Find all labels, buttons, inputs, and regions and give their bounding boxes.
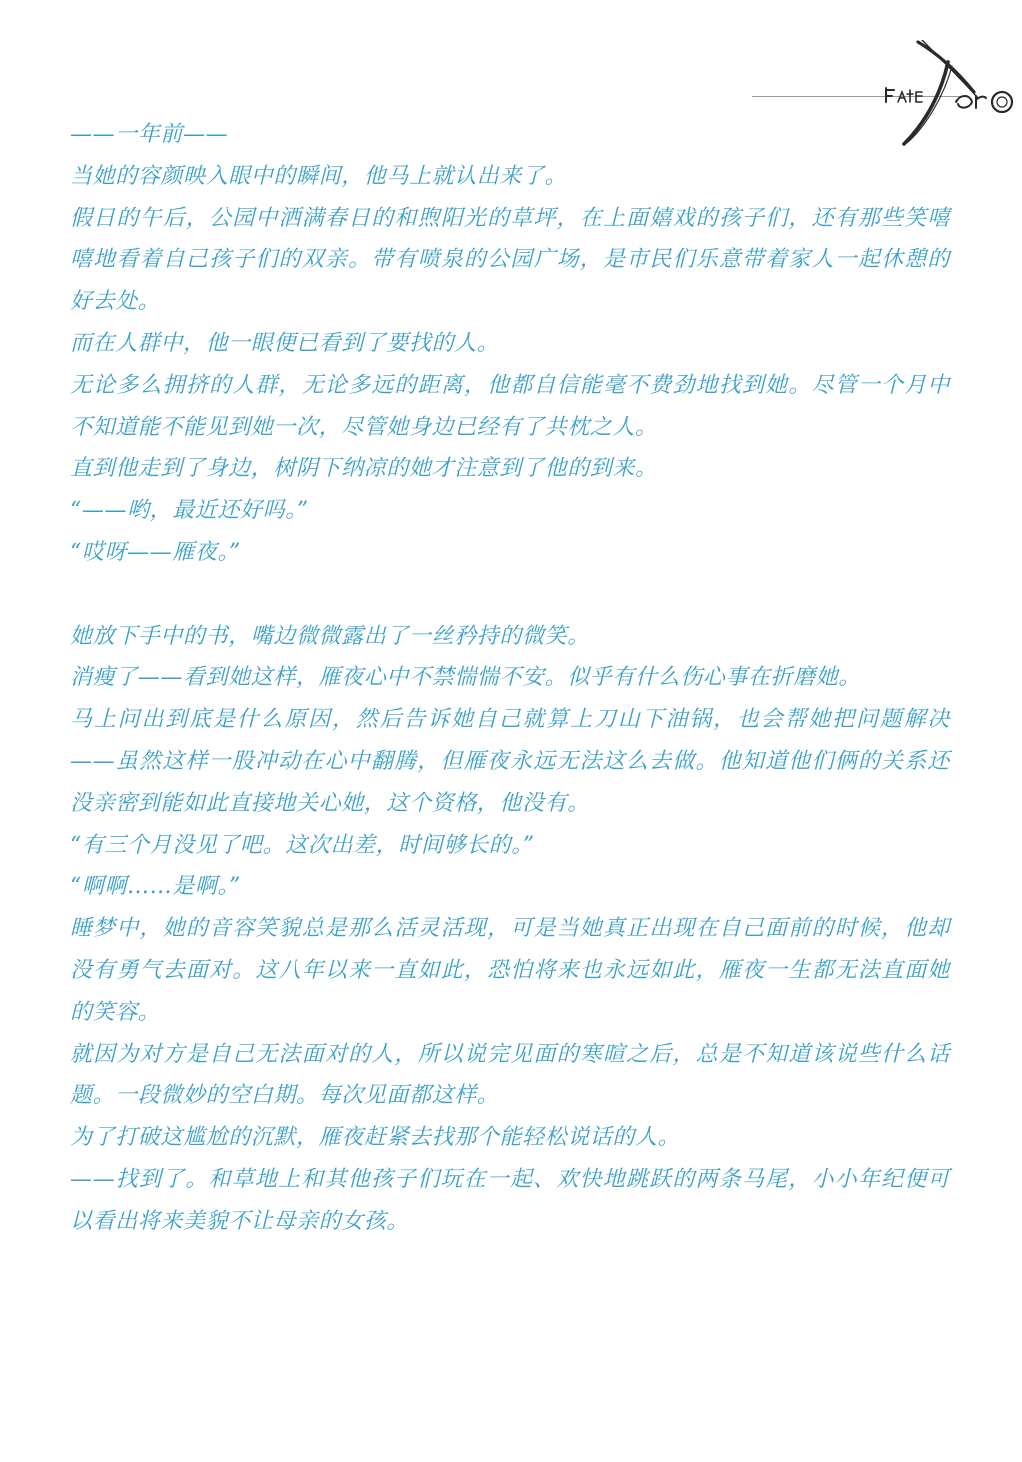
paragraph: 无论多么拥挤的人群，无论多远的距离，他都自信能毫不费劲地找到她。尽管一个月中不知道能不能见到她一次，尽管她身边已经有了共枕之人。 (70, 372, 950, 440)
paragraph: 她放下手中的书，嘴边微微露出了一丝矜持的微笑。 (70, 623, 590, 649)
paragraph: 睡梦中，她的音容笑貌总是那么活灵活现，可是当她真正出现在自己面前的时候，他却没有勇气去面对。这八年以来一直如此，恐怕将来也永远如此，雁夜一生都无法直面她的笑容。 (70, 916, 950, 1025)
paragraph: 为了打破这尴尬的沉默，雁夜赶紧去找那个能轻松说话的人。 (70, 1125, 681, 1151)
paragraph: 马上问出到底是什么原因，然后告诉她自己就算上刀山下油锅，也会帮她把问题解决——虽然这样一股冲动在心中翻腾，但雁夜永远无法这么去做。他知道他们俩的关系还没亲密到能如此直接地关心她，这个资格，他没有。 (70, 707, 950, 816)
novel-text (70, 114, 950, 1243)
paragraph: 而在人群中，他一眼便已看到了要找的人。 (70, 330, 500, 356)
paragraph: “哎呀——雁夜。” (70, 539, 241, 565)
blank-line (70, 574, 950, 616)
paragraph: “啊啊……是啊。” (70, 874, 241, 900)
paragraph: “——哟，最近还好吗。” (70, 498, 309, 524)
paragraph: 消瘦了——看到她这样，雁夜心中不禁惴惴不安。似乎有什么伤心事在折磨她。 (70, 665, 862, 691)
paragraph: “有三个月没见了吧。这次出差，时间够长的。” (70, 832, 535, 858)
paragraph: ——一年前—— (70, 122, 229, 147)
paragraph: 直到他走到了身边，树阴下纳凉的她才注意到了他的到来。 (70, 456, 658, 482)
paragraph: 当她的容颜映入眼中的瞬间，他马上就认出来了。 (70, 163, 568, 189)
paragraph: ——找到了。和草地上和其他孩子们玩在一起、欢快地跳跃的两条马尾，小小年纪便可以看出将来美貌不让母亲的女孩。 (70, 1166, 950, 1234)
paragraph: 假日的午后，公园中洒满春日的和煦阳光的草坪，在上面嬉戏的孩子们，还有那些笑嘻嘻地看着自己孩子们的双亲。带有喷泉的公园广场，是市民们乐意带着家人一起休憩的好去处。 (70, 205, 950, 315)
paragraph: 就因为对方是自己无法面对的人，所以说完见面的寒暄之后，总是不知道该说些什么话题。一段微妙的空白期。每次见面都这样。 (70, 1041, 950, 1109)
